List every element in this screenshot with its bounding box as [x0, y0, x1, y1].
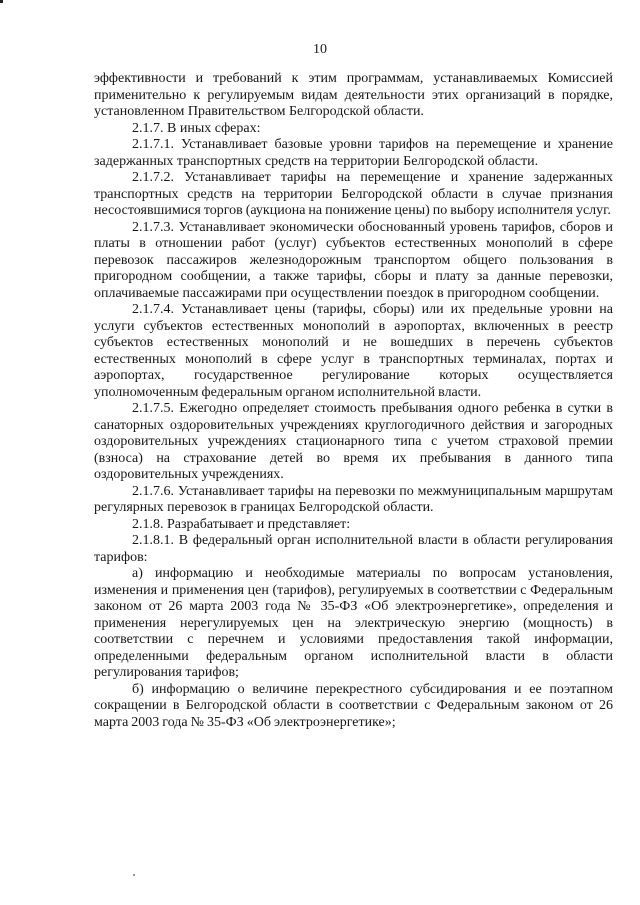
page-number: 10 — [313, 42, 327, 57]
scan-speck — [133, 874, 135, 876]
clause-2-1-7-1: 2.1.7.1. Устанавливает базовые уровни тарифов на перемещение и хранение задержанных транспортных средств на территории Белгородской области. — [94, 137, 613, 169]
paragraph-continuation: эффективности и требований к этим программам, устанавливаемых Комиссией применительно к регулируемым видам деятельности этих организаций в порядке, установленном Правительством Белгородской области. — [94, 71, 613, 119]
clause-2-1-7-3: 2.1.7.3. Устанавливает экономически обоснованный уровень тарифов, сборов и платы в отношении работ (услуг) субъектов естественных монополий в сфере перевозок пассажиров железнодорожным транспортом общего пользования в пригородном сообщении, а также тарифы, сборы и плату за данные перевозки, оплачиваемые пассажирами при осуществлении поездок в пригородном сообщении. — [94, 219, 613, 301]
clause-2-1-7-5: 2.1.7.5. Ежегодно определяет стоимость пребывания одного ребенка в сутки в санаторных оздоровительных учреждениях круглогодичного действия и загородных оздоровительных учреждениях стационарного типа с учетом страховой премии (взноса) на страхование детей во время их пребывания в данного типа оздоровительных учреждениях. — [94, 401, 613, 482]
clause-2-1-7-2: 2.1.7.2. Устанавливает тарифы на перемещение и хранение задержанных транспортных средств на территории Белгородской области в случае признания несостоявшимися торгов (аукциона на понижение цены) по выбору исполнителя услуг. — [94, 170, 613, 218]
document-body — [94, 71, 613, 731]
section-heading-2-1-7: 2.1.7. В иных сферах: — [132, 120, 261, 136]
section-heading-2-1-8: 2.1.8. Разрабатывает и представляет: — [132, 516, 351, 532]
subclause-a: а) информацию и необходимые материалы по вопросам установления, изменения и применения цен (тарифов), регулируемых в соответствии с Федеральным законом от 26 марта 2003 года № 35-ФЗ «Об электроэнергетике», определения и применения нерегулируемых цен на электрическую энергию (мощность) в соответствии с перечнем и условиями предоставления такой информации, определенными федеральным органом исполнительной власти в области регулирования тарифов; — [94, 566, 613, 680]
scan-corner-mark — [0, 0, 3, 3]
clause-2-1-7-4: 2.1.7.4. Устанавливает цены (тарифы, сборы) или их предельные уровни на услуги субъектов естественных монополий в аэропортах, включенных в реестр субъектов естественных монополий и не вошедших в перечень субъектов естественных монополий в сфере услуг в транспортных терминалах, портах и аэропортах, государственное регулирование которых осуществляется уполномоченным федеральным органом исполнительной власти. — [94, 302, 613, 400]
subclause-b: б) информацию о величине перекрестного субсидирования и ее поэтапном сокращении в Белгородской области в соответствии с Федеральным законом от 26 марта 2003 года № 35-ФЗ «Об электроэнергетике»; — [94, 681, 613, 730]
clause-2-1-8-1: 2.1.8.1. В федеральный орган исполнительной власти в области регулирования тарифов: — [94, 533, 613, 565]
clause-2-1-7-6: 2.1.7.6. Устанавливает тарифы на перевозки по межмуниципальным маршрутам регулярных перевозок в границах Белгородской области. — [94, 483, 613, 515]
